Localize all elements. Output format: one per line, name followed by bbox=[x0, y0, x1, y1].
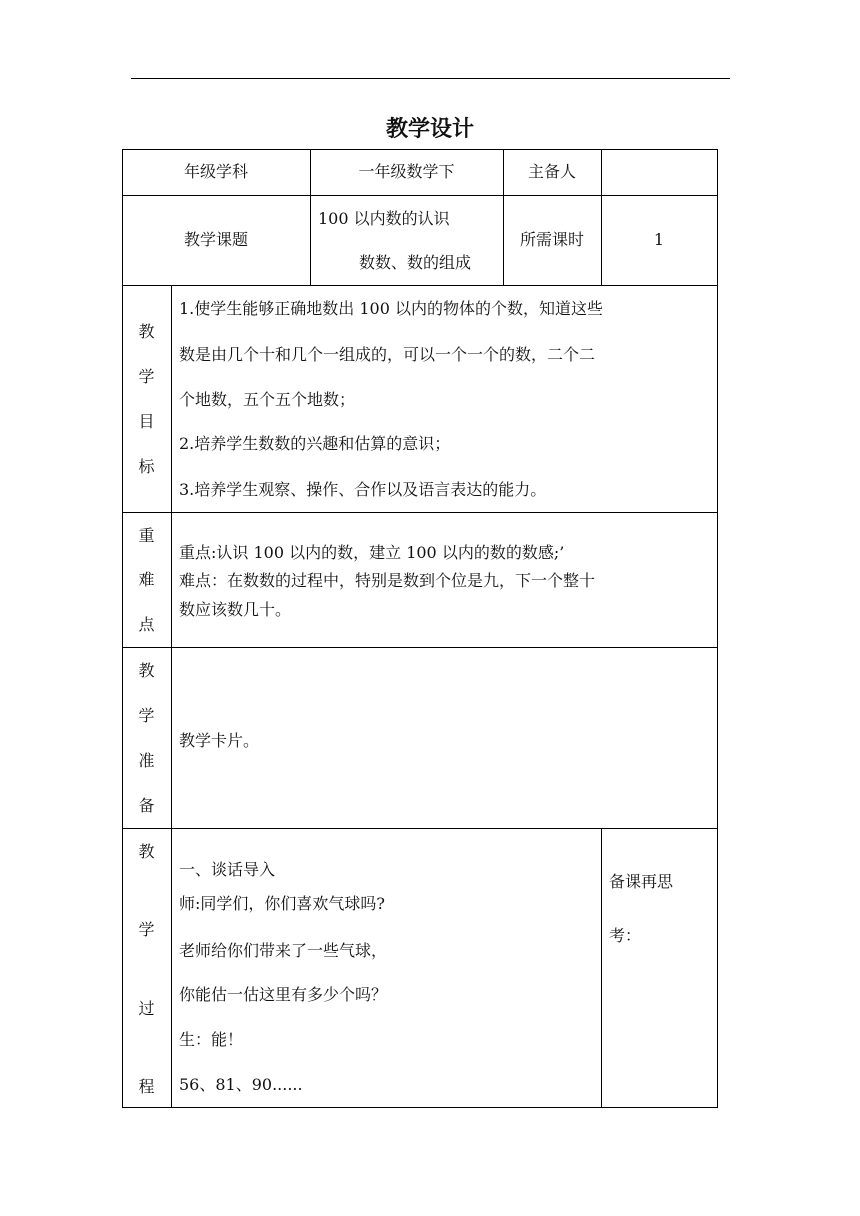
topic-line-2: 数数、数的组成 bbox=[359, 253, 472, 272]
goals-label-char: 学 bbox=[138, 367, 155, 386]
keypoints-line: 重点:认识 100 以内的数，建立 100 以内的数的数感;’ bbox=[179, 543, 565, 562]
hours-label: 所需课时 bbox=[519, 230, 584, 249]
table-border bbox=[601, 149, 602, 285]
goals-line: 1.使学生能够正确地数出 100 以内的物体的个数，知道这些 bbox=[179, 299, 603, 318]
keypoints-line: 数应该数几十。 bbox=[179, 600, 292, 619]
goals-line: 个地数，五个五个地数； bbox=[179, 390, 356, 409]
topic-line-1: 100 以内数的认识 bbox=[318, 209, 450, 228]
reflection-label-line-2: 考： bbox=[609, 926, 642, 945]
host-label: 主备人 bbox=[527, 162, 576, 181]
table-border bbox=[717, 149, 718, 1108]
keypoints-line: 难点：在数数的过程中，特别是数到个位是九，下一个整十 bbox=[179, 571, 596, 590]
prep-text: 教学卡片。 bbox=[179, 731, 260, 750]
prep-label-char: 学 bbox=[138, 706, 155, 725]
table-border bbox=[122, 285, 718, 286]
table-border bbox=[122, 195, 718, 196]
process-label-char: 过 bbox=[138, 999, 155, 1018]
process-line: 老师给你们带来了一些气球， bbox=[179, 941, 388, 960]
goals-label-char: 教 bbox=[138, 322, 155, 341]
table-border bbox=[601, 828, 602, 1108]
table-border bbox=[122, 1107, 718, 1108]
prep-label-char: 备 bbox=[138, 796, 155, 815]
process-line: 一、谈话导入 bbox=[179, 860, 276, 879]
process-label-char: 教 bbox=[138, 842, 155, 861]
process-line: 师:同学们，你们喜欢气球吗? bbox=[179, 894, 385, 913]
process-label-char: 学 bbox=[138, 920, 155, 939]
table-border bbox=[171, 285, 172, 1108]
page-title: 教学设计 bbox=[385, 117, 474, 142]
reflection-label-line-1: 备课再思 bbox=[609, 872, 674, 891]
process-line: 你能估一估这里有多少个吗？ bbox=[179, 985, 388, 1004]
grade-subject-label: 年级学科 bbox=[183, 162, 248, 181]
table-border bbox=[122, 149, 718, 150]
process-line: 56、81、90...... bbox=[179, 1075, 303, 1094]
goals-line: 数是由几个十和几个一组成的，可以一个一个的数，二个二 bbox=[179, 345, 596, 364]
header-rule bbox=[131, 78, 730, 79]
grade-subject-value: 一年级数学下 bbox=[358, 162, 455, 181]
topic-label: 教学课题 bbox=[183, 230, 248, 249]
hours-value: 1 bbox=[653, 230, 665, 249]
keypoints-label-char: 点 bbox=[138, 615, 155, 634]
prep-label-char: 教 bbox=[138, 661, 155, 680]
table-border bbox=[122, 647, 718, 648]
process-line: 生：能！ bbox=[179, 1030, 244, 1049]
table-border bbox=[122, 512, 718, 513]
prep-label-char: 准 bbox=[138, 751, 155, 770]
keypoints-label-char: 难 bbox=[138, 570, 155, 589]
table-border bbox=[122, 828, 718, 829]
goals-label-char: 目 bbox=[138, 412, 155, 431]
process-label-char: 程 bbox=[138, 1077, 155, 1096]
goals-label-char: 标 bbox=[138, 457, 155, 476]
keypoints-label-char: 重 bbox=[138, 526, 155, 545]
goals-line: 3.培养学生观察、操作、合作以及语言表达的能力。 bbox=[179, 480, 547, 499]
goals-line: 2.培养学生数数的兴趣和估算的意识； bbox=[179, 434, 451, 453]
